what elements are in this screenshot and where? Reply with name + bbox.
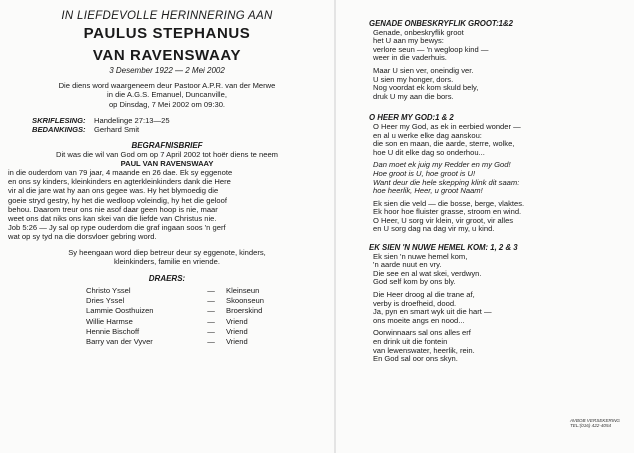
hymn-line: hoe U dit elke dag so onderhou... (373, 147, 485, 157)
hymn-line: het U aan my bewys: (373, 36, 444, 46)
hymn-line: Nog voordat ek kom skuld bely, (373, 83, 479, 93)
life-dates: 3 Desember 1922 — 2 Mei 2002 (109, 66, 225, 75)
hymn-stanza (373, 123, 623, 157)
hymn-line: Dan moet ek juig my Redder en my God! (373, 160, 511, 170)
hymn-line: verby is droefheid, dood. (373, 298, 457, 308)
bearer-row (86, 306, 326, 316)
hymn-line: en al u werke elke dag aanskou: (373, 130, 482, 140)
bearers-title: DRAERS: (148, 274, 186, 284)
hymn-line: 'n aarde nuut en vry. (373, 260, 442, 270)
hymn-line: Hoe groot is U, hoe groot is U! (373, 168, 476, 178)
obituary-line: in die ouderdom van 79 jaar, 4 maande en 26 dae. Ek sy eggenote (8, 168, 233, 178)
hymn-stanza (373, 329, 623, 363)
hymn-line: God self kom by ons bly. (373, 277, 456, 287)
hymn-line: Want deur die hele skepping klink dit saam: (373, 177, 520, 187)
hymn-line: Die see en al wat skei, verdwyn. (373, 268, 482, 278)
bearer-name: Lammie Oosthuizen (86, 306, 154, 316)
memorial-heading: IN LIEFDEVOLLE HERINNERING AAN (61, 10, 273, 22)
obituary-line: en ons sy kinders, kleinkinders en agterkleinkinders dank die Here (8, 177, 231, 187)
obituary-name: PAUL VAN RAVENSWAAY (120, 158, 214, 168)
bearer-relation: Vriend (226, 326, 248, 336)
bearer-row (86, 327, 326, 337)
hymn-stanza (373, 67, 623, 101)
scripture-value: Handelinge 27:13—25 (94, 116, 170, 126)
obituary-line: weet ons dat niks ons kan skei van die liefde van Christus nie. (8, 214, 217, 224)
hymn-chorus (373, 161, 623, 195)
thanks-label: BEDANKINGS: (32, 125, 86, 135)
obituary-letter (8, 150, 326, 242)
hymn-line: Die Heer droog al die trane af, (373, 290, 475, 300)
signoff-line: Sy heengaan word diep betreur deur sy eggenote, kinders, (68, 247, 266, 257)
scripture-label: SKRIFLESING: (32, 116, 86, 126)
hymn-line: en drink uit die fontein (373, 337, 448, 346)
obituary-title: BEGRAFNISBRIEF (131, 140, 203, 150)
bearer-name: Dries Yssel (86, 296, 125, 306)
hymn-stanza (373, 200, 623, 234)
bearer-dash: — (207, 306, 215, 316)
bearer-dash: — (207, 296, 215, 306)
bearer-dash: — (207, 316, 215, 326)
bearer-relation: Vriend (226, 316, 248, 326)
hymn-line: O Heer, U sorg vir klein, vir groot, vir alles (373, 215, 514, 225)
provider-phone: TEL:(016) 422-4054 (569, 423, 612, 429)
hymn-line: Oorwinnaars sal ons alles erf (373, 328, 471, 338)
hymn-line: druk U my aan die bors. (373, 91, 454, 101)
hymn-line: verlore seun — 'n wegloop kind — (373, 44, 489, 54)
hymn-line: ons moeite angs en nood... (373, 315, 465, 325)
bearer-dash: — (207, 337, 215, 347)
hymn-title: O HEER MY GOD:1 & 2 (369, 113, 454, 123)
hymn-line: die son en maan, die aarde, sterre, wolke, (373, 139, 515, 149)
bearer-name: Barry van der Vyver (86, 337, 153, 347)
service-details (8, 81, 326, 109)
hymn-line: Ja, pyn en smart wyk uit die hart — (373, 307, 492, 317)
bearer-row (86, 317, 326, 327)
obituary-line: behou. Daarom treur ons nie asof daar geen hoop is nie, maar (8, 204, 218, 214)
obituary-line: goeie stryd gestry, hy het die wedloop voleindig, hy het die geloof (8, 195, 227, 205)
hymn-line: weer in die vaderhuis. (373, 53, 447, 63)
signoff-line: kleinkinders, familie en vriende. (114, 256, 220, 266)
bearer-row (86, 337, 326, 347)
bearer-dash: — (207, 326, 215, 336)
hymn-line: En God sal oor ons skyn. (373, 354, 458, 364)
deceased-name-line1: PAULUS STEPHANUS (83, 25, 251, 42)
hymn-line: en U sorg dag na dag vir my, u kind. (373, 224, 495, 234)
funeral-provider-footer (570, 418, 620, 429)
card-fold-divider (334, 0, 336, 453)
service-line: in die A.G.S. Emanuel, Duncanville, (107, 90, 227, 100)
hymn-line: O Heer my God, as ek in eerbied wonder — (373, 121, 521, 131)
hymn-line: Ek hoor hoe fluister grasse, stroom en wind. (373, 207, 522, 217)
bearer-name: Willie Harmse (86, 316, 133, 326)
hymn-line: U sien my honger, dors. (373, 74, 454, 84)
hymn-title: GENADE ONBESKRYFLIK GROOT:1&2 (369, 19, 513, 28)
signoff (8, 248, 326, 266)
hymn-line: Genade, onbeskryflik groot (373, 27, 464, 37)
thanks-value: Gerhard Smit (94, 125, 140, 135)
hymn-line: Ek sien 'n nuwe hemel kom, (373, 251, 468, 261)
bearers-list (8, 286, 326, 347)
obituary-line: wat op sy tyd na die dorsvloer gebring word. (8, 232, 157, 242)
bearer-name: Hennie Bischoff (86, 326, 140, 336)
hymn-line: hoe heerlik, Heer, u groot Naam! (373, 186, 483, 196)
deceased-name-line2: VAN RAVENSWAAY (92, 47, 242, 64)
service-line: Die diens word waargeneem deur Pastoor A.P.R. van der Merwe (58, 81, 276, 90)
bearer-relation: Vriend (226, 337, 248, 347)
service-line: op Dinsdag, 7 Mei 2002 om 09:30. (108, 99, 226, 109)
hymn-line: van lewenswater, heerlik, rein. (373, 345, 475, 355)
hymn-stanza (373, 291, 623, 325)
bearer-row (86, 286, 326, 296)
hymn-line: Maar U sien ver, oneindig ver. (373, 65, 474, 75)
obituary-line: Job 5:26 — Jy sal op rype ouderdom die graf ingaan soos 'n gerf (8, 223, 226, 233)
hymn-stanza (373, 29, 623, 63)
bearer-relation: Kleinseun (226, 286, 260, 296)
program-details (8, 116, 326, 134)
obituary-line: vir al die jare wat hy aan ons gegee was. Hy het blymoedig die (8, 186, 219, 196)
hymn-line: Ek sien die veld — die bosse, berge, vlaktes. (373, 198, 525, 208)
bearer-dash: — (207, 286, 215, 296)
hymn-stanza (373, 253, 623, 287)
bearer-relation: Broerskind (226, 306, 263, 316)
left-panel (8, 10, 326, 347)
bearer-name: Christo Yssel (86, 286, 131, 296)
right-panel (369, 19, 623, 364)
provider-name: AVBOB VERSEKERING (569, 417, 620, 423)
bearer-relation: Skoonseun (226, 296, 264, 306)
bearer-row (86, 296, 326, 306)
obituary-intro: Dit was die wil van God om op 7 April 2002 tot hoër diens te neem (55, 149, 279, 159)
hymn-title: EK SIEN 'N NUWE HEMEL KOM: 1, 2 & 3 (369, 243, 518, 253)
